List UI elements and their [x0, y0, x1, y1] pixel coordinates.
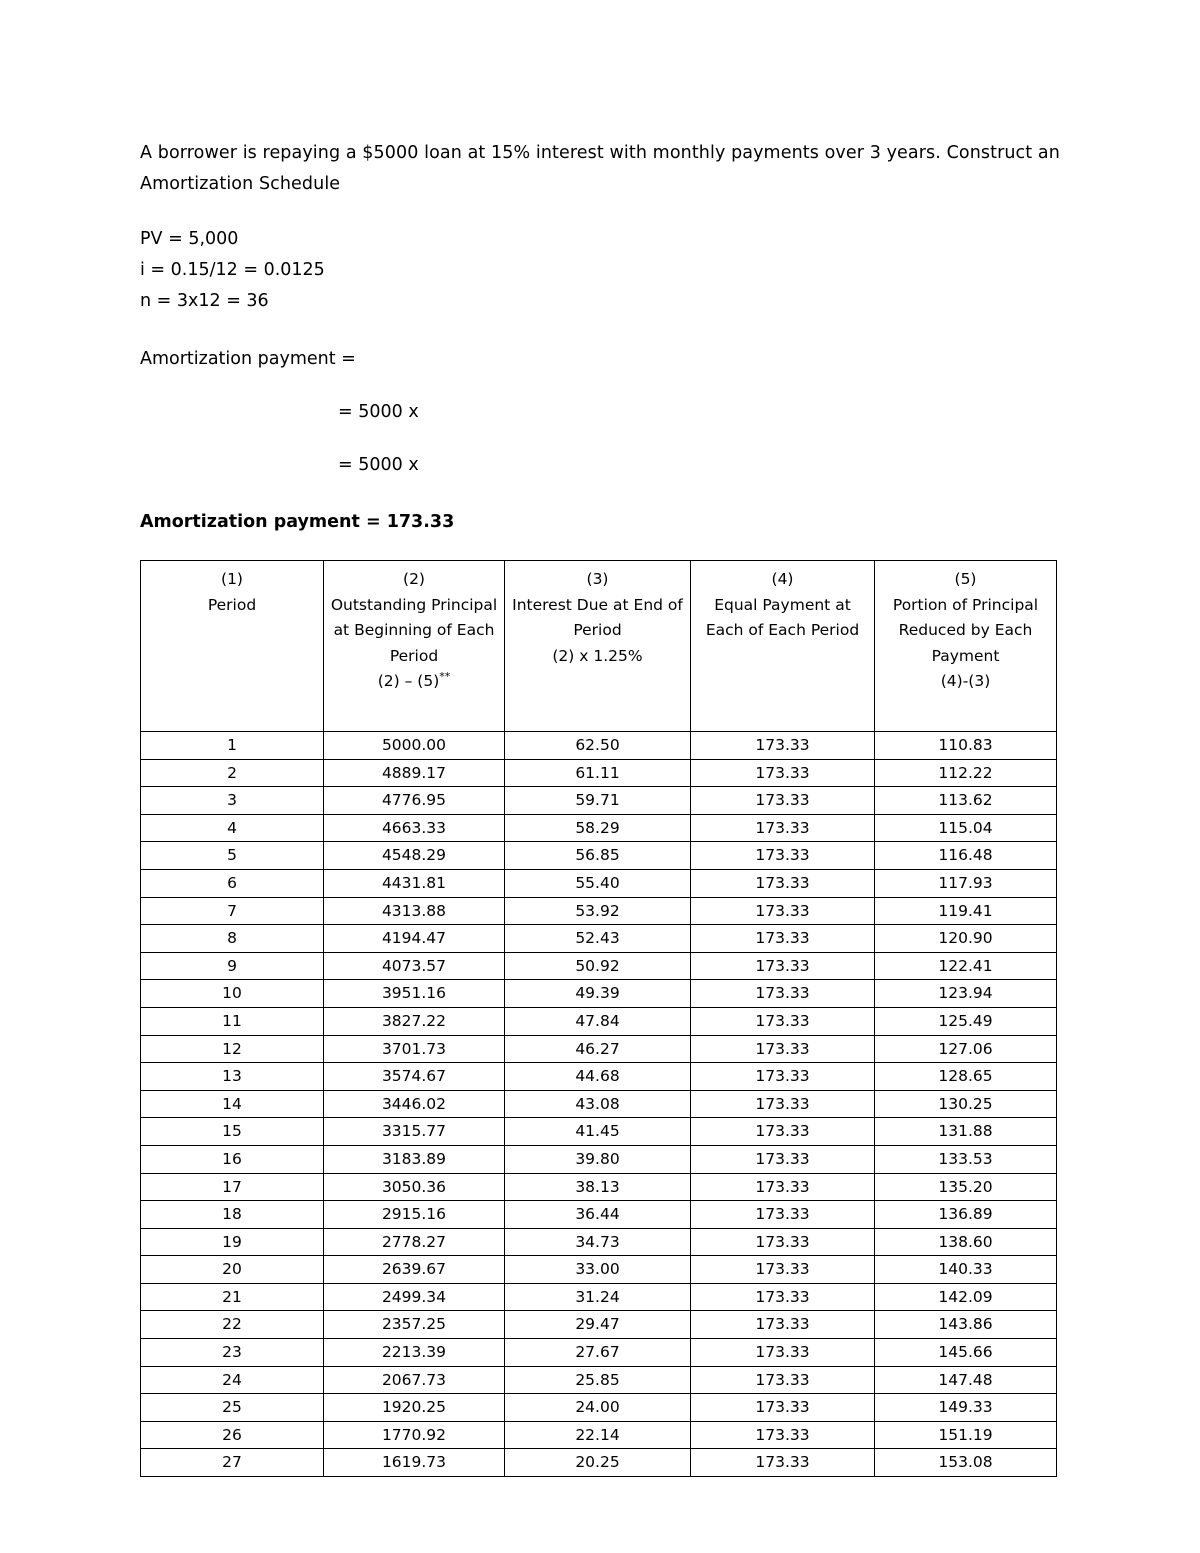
parameter-pv: PV = 5,000 [140, 229, 239, 249]
cell-value: 39.80 [505, 1145, 691, 1173]
cell-period: 11 [141, 1007, 324, 1035]
column-header-principal-reduced [875, 561, 1057, 732]
column-title-4: Equal Payment at Each of Each Period [705, 595, 860, 639]
cell-value: 173.33 [691, 732, 875, 760]
cell-period: 2 [141, 759, 324, 787]
cell-period: 13 [141, 1063, 324, 1091]
amortization-schedule-table-wrapper [140, 560, 1070, 1477]
cell-value: 33.00 [505, 1256, 691, 1284]
column-title-1: Period [207, 595, 257, 614]
cell-value: 130.25 [875, 1090, 1057, 1118]
cell-value: 173.33 [691, 1145, 875, 1173]
cell-value: 173.33 [691, 1449, 875, 1477]
column-title-5: Portion of Principal Reduced by Each Payment [892, 595, 1039, 665]
table-row [141, 814, 1057, 842]
cell-period: 20 [141, 1256, 324, 1284]
table-row [141, 952, 1057, 980]
cell-value: 58.29 [505, 814, 691, 842]
cell-value: 22.14 [505, 1421, 691, 1449]
table-row [141, 980, 1057, 1008]
cell-value: 173.33 [691, 1283, 875, 1311]
column-formula-5: (4)-(3) [940, 672, 991, 690]
cell-period: 25 [141, 1394, 324, 1422]
cell-value: 173.33 [691, 1173, 875, 1201]
cell-value: 140.33 [875, 1256, 1057, 1284]
cell-value: 25.85 [505, 1366, 691, 1394]
column-number-2: (2) [403, 570, 425, 588]
cell-value: 1770.92 [324, 1421, 505, 1449]
cell-value: 2213.39 [324, 1339, 505, 1367]
cell-value: 3827.22 [324, 1007, 505, 1035]
cell-value: 4776.95 [324, 787, 505, 815]
table-row [141, 1035, 1057, 1063]
table-body [141, 732, 1057, 1477]
cell-value: 1920.25 [324, 1394, 505, 1422]
cell-period: 9 [141, 952, 324, 980]
cell-value: 117.93 [875, 869, 1057, 897]
cell-value: 2778.27 [324, 1228, 505, 1256]
cell-value: 123.94 [875, 980, 1057, 1008]
cell-value: 115.04 [875, 814, 1057, 842]
cell-value: 59.71 [505, 787, 691, 815]
cell-period: 15 [141, 1118, 324, 1146]
cell-value: 173.33 [691, 1007, 875, 1035]
cell-value: 128.65 [875, 1063, 1057, 1091]
cell-value: 112.22 [875, 759, 1057, 787]
cell-value: 2499.34 [324, 1283, 505, 1311]
cell-period: 22 [141, 1311, 324, 1339]
table-row [141, 869, 1057, 897]
column-title-2: Outstanding Principal at Beginning of Each Period [330, 595, 498, 665]
cell-value: 3446.02 [324, 1090, 505, 1118]
column-header-outstanding-principal [324, 561, 505, 732]
cell-value: 173.33 [691, 842, 875, 870]
cell-value: 4194.47 [324, 925, 505, 953]
cell-period: 1 [141, 732, 324, 760]
cell-value: 147.48 [875, 1366, 1057, 1394]
cell-value: 173.33 [691, 952, 875, 980]
cell-value: 27.67 [505, 1339, 691, 1367]
footnote-marker: ** [439, 669, 451, 683]
column-formula-2: (2) – (5)** [377, 669, 451, 690]
cell-value: 31.24 [505, 1283, 691, 1311]
cell-value: 127.06 [875, 1035, 1057, 1063]
cell-value: 49.39 [505, 980, 691, 1008]
cell-value: 38.13 [505, 1173, 691, 1201]
cell-value: 46.27 [505, 1035, 691, 1063]
cell-period: 5 [141, 842, 324, 870]
cell-value: 4073.57 [324, 952, 505, 980]
cell-value: 3315.77 [324, 1118, 505, 1146]
column-formula-3: (2) x 1.25% [552, 646, 643, 665]
column-number-1: (1) [221, 570, 243, 588]
table-row [141, 732, 1057, 760]
cell-value: 4548.29 [324, 842, 505, 870]
given-parameters [140, 224, 1070, 317]
cell-value: 3183.89 [324, 1145, 505, 1173]
cell-value: 173.33 [691, 1421, 875, 1449]
cell-value: 173.33 [691, 1366, 875, 1394]
parameter-i: i = 0.15/12 = 0.0125 [140, 260, 325, 280]
cell-period: 21 [141, 1283, 324, 1311]
cell-value: 173.33 [691, 1118, 875, 1146]
cell-value: 173.33 [691, 869, 875, 897]
table-row [141, 787, 1057, 815]
cell-period: 7 [141, 897, 324, 925]
table-row [141, 1090, 1057, 1118]
cell-period: 27 [141, 1449, 324, 1477]
column-header-interest-due [505, 561, 691, 732]
cell-period: 26 [141, 1421, 324, 1449]
table-row [141, 842, 1057, 870]
column-number-3: (3) [586, 570, 609, 588]
cell-value: 173.33 [691, 759, 875, 787]
formula-line-2: = 5000 x [338, 455, 419, 475]
cell-value: 4889.17 [324, 759, 505, 787]
cell-value: 131.88 [875, 1118, 1057, 1146]
table-row [141, 1311, 1057, 1339]
cell-value: 173.33 [691, 1339, 875, 1367]
table-row [141, 1007, 1057, 1035]
cell-value: 29.47 [505, 1311, 691, 1339]
cell-value: 173.33 [691, 1256, 875, 1284]
table-row [141, 1366, 1057, 1394]
cell-value: 143.86 [875, 1311, 1057, 1339]
parameter-n: n = 3x12 = 36 [140, 291, 269, 311]
cell-value: 138.60 [875, 1228, 1057, 1256]
amortization-schedule-table [140, 560, 1057, 1477]
cell-period: 8 [141, 925, 324, 953]
cell-period: 23 [141, 1339, 324, 1367]
table-row [141, 1118, 1057, 1146]
column-header-period [141, 561, 324, 732]
cell-value: 173.33 [691, 1090, 875, 1118]
table-row [141, 759, 1057, 787]
cell-value: 2067.73 [324, 1366, 505, 1394]
cell-value: 34.73 [505, 1228, 691, 1256]
cell-period: 18 [141, 1201, 324, 1229]
table-row [141, 1339, 1057, 1367]
cell-period: 6 [141, 869, 324, 897]
cell-value: 44.68 [505, 1063, 691, 1091]
cell-value: 62.50 [505, 732, 691, 760]
cell-period: 12 [141, 1035, 324, 1063]
column-title-3: Interest Due at End of Period [512, 595, 683, 639]
cell-period: 14 [141, 1090, 324, 1118]
column-number-5: (5) [954, 570, 977, 588]
cell-value: 55.40 [505, 869, 691, 897]
cell-period: 3 [141, 787, 324, 815]
cell-value: 149.33 [875, 1394, 1057, 1422]
cell-value: 110.83 [875, 732, 1057, 760]
cell-value: 47.84 [505, 1007, 691, 1035]
cell-value: 173.33 [691, 897, 875, 925]
cell-value: 3951.16 [324, 980, 505, 1008]
cell-value: 173.33 [691, 1201, 875, 1229]
cell-value: 173.33 [691, 1035, 875, 1063]
cell-value: 3050.36 [324, 1173, 505, 1201]
cell-value: 116.48 [875, 842, 1057, 870]
table-row [141, 925, 1057, 953]
table-row [141, 897, 1057, 925]
table-row [141, 1394, 1057, 1422]
table-row [141, 1145, 1057, 1173]
cell-period: 4 [141, 814, 324, 842]
cell-period: 17 [141, 1173, 324, 1201]
table-row [141, 1256, 1057, 1284]
cell-value: 50.92 [505, 952, 691, 980]
problem-statement: A borrower is repaying a $5000 loan at 15% interest with monthly payments over 3 years. Construct an Amortization Schedule [140, 143, 1060, 194]
cell-value: 53.92 [505, 897, 691, 925]
cell-value: 173.33 [691, 980, 875, 1008]
cell-value: 133.53 [875, 1145, 1057, 1173]
table-row [141, 1283, 1057, 1311]
cell-value: 2357.25 [324, 1311, 505, 1339]
cell-period: 16 [141, 1145, 324, 1173]
table-row [141, 1173, 1057, 1201]
cell-value: 41.45 [505, 1118, 691, 1146]
cell-value: 5000.00 [324, 732, 505, 760]
cell-period: 19 [141, 1228, 324, 1256]
amortization-payment-result: Amortization payment = 173.33 [140, 512, 455, 532]
cell-value: 2915.16 [324, 1201, 505, 1229]
table-row [141, 1063, 1057, 1091]
table-row [141, 1228, 1057, 1256]
cell-value: 4663.33 [324, 814, 505, 842]
table-header-row [141, 561, 1057, 732]
table-row [141, 1449, 1057, 1477]
cell-value: 151.19 [875, 1421, 1057, 1449]
amortization-payment-label: Amortization payment = [140, 349, 356, 369]
cell-value: 125.49 [875, 1007, 1057, 1035]
formula-line-1: = 5000 x [338, 402, 419, 422]
column-header-equal-payment [691, 561, 875, 732]
cell-value: 4313.88 [324, 897, 505, 925]
cell-period: 24 [141, 1366, 324, 1394]
cell-value: 122.41 [875, 952, 1057, 980]
table-row [141, 1421, 1057, 1449]
cell-value: 3574.67 [324, 1063, 505, 1091]
table-header [141, 561, 1057, 732]
cell-value: 120.90 [875, 925, 1057, 953]
column-number-4: (4) [771, 570, 794, 588]
cell-value: 113.62 [875, 787, 1057, 815]
cell-value: 173.33 [691, 1311, 875, 1339]
cell-value: 4431.81 [324, 869, 505, 897]
cell-value: 142.09 [875, 1283, 1057, 1311]
cell-value: 173.33 [691, 925, 875, 953]
cell-value: 24.00 [505, 1394, 691, 1422]
cell-value: 36.44 [505, 1201, 691, 1229]
cell-value: 56.85 [505, 842, 691, 870]
cell-value: 61.11 [505, 759, 691, 787]
cell-period: 10 [141, 980, 324, 1008]
cell-value: 173.33 [691, 787, 875, 815]
cell-value: 119.41 [875, 897, 1057, 925]
cell-value: 1619.73 [324, 1449, 505, 1477]
cell-value: 145.66 [875, 1339, 1057, 1367]
cell-value: 3701.73 [324, 1035, 505, 1063]
cell-value: 43.08 [505, 1090, 691, 1118]
table-row [141, 1201, 1057, 1229]
cell-value: 136.89 [875, 1201, 1057, 1229]
cell-value: 173.33 [691, 814, 875, 842]
cell-value: 173.33 [691, 1228, 875, 1256]
cell-value: 20.25 [505, 1449, 691, 1477]
cell-value: 173.33 [691, 1394, 875, 1422]
cell-value: 153.08 [875, 1449, 1057, 1477]
cell-value: 173.33 [691, 1063, 875, 1091]
cell-value: 135.20 [875, 1173, 1057, 1201]
cell-value: 2639.67 [324, 1256, 505, 1284]
cell-value: 52.43 [505, 925, 691, 953]
